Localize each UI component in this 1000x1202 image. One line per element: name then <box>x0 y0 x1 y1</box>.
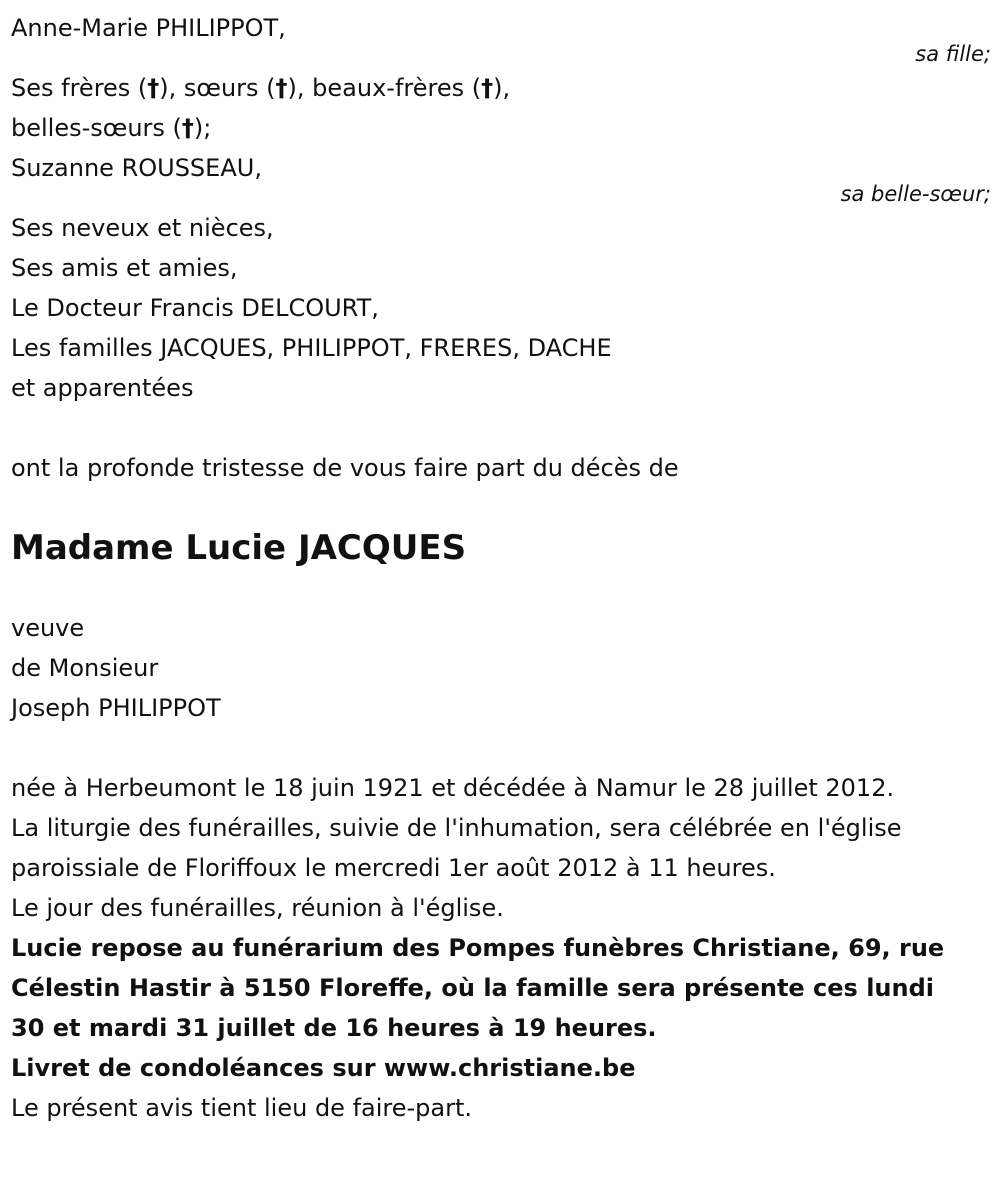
spacer <box>11 408 991 448</box>
spacer <box>11 728 991 768</box>
daughter-name: Anne-Marie PHILIPPOT, <box>11 14 286 42</box>
siblings-text-sisters: ), sœurs ( <box>159 74 276 102</box>
obituary-notice <box>11 8 991 1128</box>
announcement-intro: ont la profonde tristesse de vous faire part du décès de <box>11 454 679 482</box>
funerarium-line-3: 30 et mardi 31 juillet de 16 heures à 19 heures. <box>11 1014 657 1042</box>
cross-icon: † <box>481 74 494 102</box>
notice-line: Le présent avis tient lieu de faire-part. <box>11 1094 473 1122</box>
cross-icon: † <box>181 114 194 142</box>
siblings-text-end-2: ); <box>193 114 212 142</box>
funerarium-line-1: Lucie repose au funérarium des Pompes funèbres Christiane, 69, rue <box>11 934 945 962</box>
spacer <box>11 488 991 528</box>
families-line: Les familles JACQUES, PHILIPPOT, FRERES, DACHE <box>11 334 612 362</box>
nephews-line: Ses neveux et nièces, <box>11 214 274 242</box>
siblings-text-brothers-in-law: ), beaux-frères ( <box>287 74 482 102</box>
siblings-text-sisters-in-law: belles-sœurs ( <box>11 114 182 142</box>
siblings-text-end: ), <box>493 74 511 102</box>
birth-death-line: née à Herbeumont le 18 juin 1921 et décédée à Namur le 28 juillet 2012. <box>11 774 895 802</box>
widow-line-2: de Monsieur <box>11 654 159 682</box>
meeting-line: Le jour des funérailles, réunion à l'église. <box>11 894 504 922</box>
funerarium-line-2: Célestin Hastir à 5150 Floreffe, où la famille sera présente ces lundi <box>11 974 935 1002</box>
related-line: et apparentées <box>11 374 194 402</box>
cross-icon: † <box>275 74 288 102</box>
liturgy-line-1: La liturgie des funérailles, suivie de l'inhumation, sera célébrée en l'église <box>11 814 902 842</box>
widow-line-1: veuve <box>11 614 85 642</box>
condolences-line: Livret de condoléances sur www.christiane.be <box>11 1054 636 1082</box>
sister-in-law-name: Suzanne ROUSSEAU, <box>11 154 262 182</box>
widow-line-3: Joseph PHILIPPOT <box>11 694 221 722</box>
siblings-text-brothers: Ses frères ( <box>11 74 148 102</box>
friends-line: Ses amis et amies, <box>11 254 238 282</box>
siblings-line-1 <box>11 68 991 108</box>
cross-icon: † <box>147 74 160 102</box>
spacer <box>11 568 991 608</box>
siblings-line-2 <box>11 108 991 148</box>
deceased-name: Madame Lucie JACQUES <box>11 528 467 568</box>
doctor-line: Le Docteur Francis DELCOURT, <box>11 294 379 322</box>
daughter-role: sa fille; <box>915 42 991 66</box>
sister-in-law-role: sa belle-sœur; <box>840 182 991 206</box>
liturgy-line-2: paroissiale de Floriffoux le mercredi 1er août 2012 à 11 heures. <box>11 854 776 882</box>
